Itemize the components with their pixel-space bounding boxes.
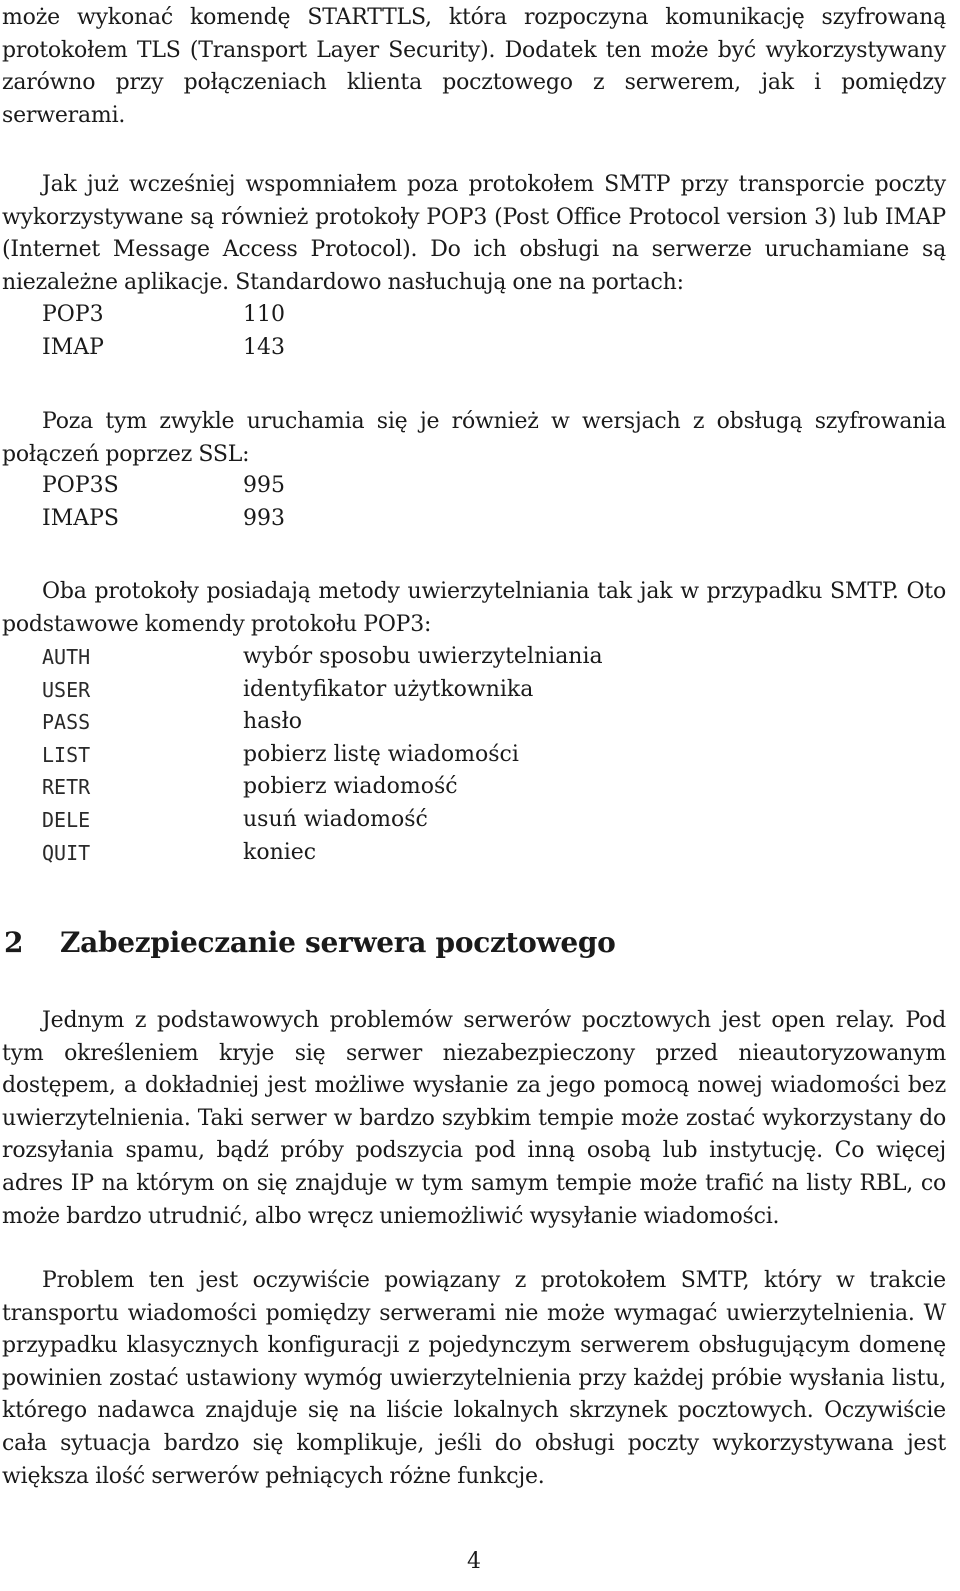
paragraph-starttls: może wykonać komendę STARTTLS, która rozpoczyna komunikację szyfrowaną protokołem TLS (Transport Layer Security). Dodatek ten może być wykorzystywany zarówno przy połączeniach klienta pocztowego z serwerem, jak i pomiędzy serwerami. [2,5,946,128]
command-description: hasło [243,709,302,735]
command-description: pobierz wiadomość [243,774,458,800]
paragraph-pop-imap: Jak już wcześniej wspomniałem poza protokołem SMTP przy transporcie poczty wykorzystywane są również protokoły POP3 (Post Office Protocol version 3) lub IMAP (Internet Message Access Protocol). Do ich obsługi na serwerze uruchamiane są niezależne aplikacje. Standardowo nasłuchują one na portach: [2,172,946,295]
command-name: RETR [42,775,91,800]
command-row [42,706,603,739]
command-row [42,804,603,837]
paragraph-open-relay: Jednym z podstawowych problemów serwerów pocztowych jest open relay. Pod tym określeniem kryje się serwer niezabezpieczony przed nieautoryzowanym dostępem, a dokładniej jest możliwe wysłanie za jego pomocą nowej wiadomości bez uwierzytelnienia. Taki serwer w bardzo szybkim tempie może zostać wykorzystany do rozsyłania spamu, bądź próby podszycia pod inną osobą lub instytucję. Co więcej adres IP na którym on się znajduje w tym samym tempie może trafić na listy RBL, co może bardzo utrudnić, albo wręcz uniemożliwić wysyłanie wiadomości. [2,1008,946,1229]
command-name: USER [42,677,91,702]
command-row [42,837,603,870]
section-heading [4,923,616,963]
ports-table-plain [42,299,285,364]
command-name: PASS [42,710,91,735]
paragraph-problem: Problem ten jest oczywiście powiązany z protokołem SMTP, który w trakcie transportu wiadomości pomiędzy serwerami nie może wymagać uwierzytelnienia. W przypadku klasycznych konfiguracji z pojedynczym serwerem obsługującym domenę powinien zostać ustawiony wymóg uwierzytelnienia przy każdej próbie wysłania listu, którego nadawca znajduje się na liście lokalnych skrzynek pocztowych. Oczywiście cała sytuacja bardzo się komplikuje, jeśli do obsługi poczty wykorzystywana jest większa ilość serwerów pełniących różne funkcje. [2,1268,946,1489]
command-description: pobierz listę wiadomości [243,741,519,767]
page-number: 4 [467,1549,481,1574]
paragraph-commands: Oba protokoły posiadają metody uwierzytelniania tak jak w przypadku SMTP. Oto podstawowe komendy protokołu POP3: [2,579,946,637]
section-title: Zabezpieczanie serwera pocztowego [60,926,616,959]
protocol-name: POP3S [42,473,119,498]
command-row [42,739,603,772]
command-description: identyfikator użytkownika [243,676,534,702]
protocol-name: IMAP [42,334,104,360]
command-description: koniec [243,839,317,865]
port-number: 993 [243,505,285,531]
command-row [42,674,603,707]
ports-row [42,332,285,365]
command-name: DELE [42,807,91,832]
section-number: 2 [4,926,24,959]
port-number: 110 [243,302,285,327]
command-description: wybór sposobu uwierzytelniania [243,644,603,669]
ports-row [42,470,285,503]
command-name: LIST [42,742,91,767]
protocol-name: IMAPS [42,505,119,531]
command-description: usuń wiadomość [243,806,428,832]
command-row [42,641,603,674]
port-number: 143 [243,334,285,360]
ports-row [42,299,285,332]
paragraph-ssl: Poza tym zwykle uruchamia się je również w wersjach z obsługą szyfrowania połączeń poprzez SSL: [2,409,946,467]
pop3-commands-table [42,641,603,869]
command-name: AUTH [42,645,91,669]
ports-table-ssl [42,470,285,535]
ports-row [42,503,285,536]
port-number: 995 [243,473,285,498]
command-name: QUIT [42,840,91,865]
command-row [42,771,603,804]
protocol-name: POP3 [42,302,104,327]
